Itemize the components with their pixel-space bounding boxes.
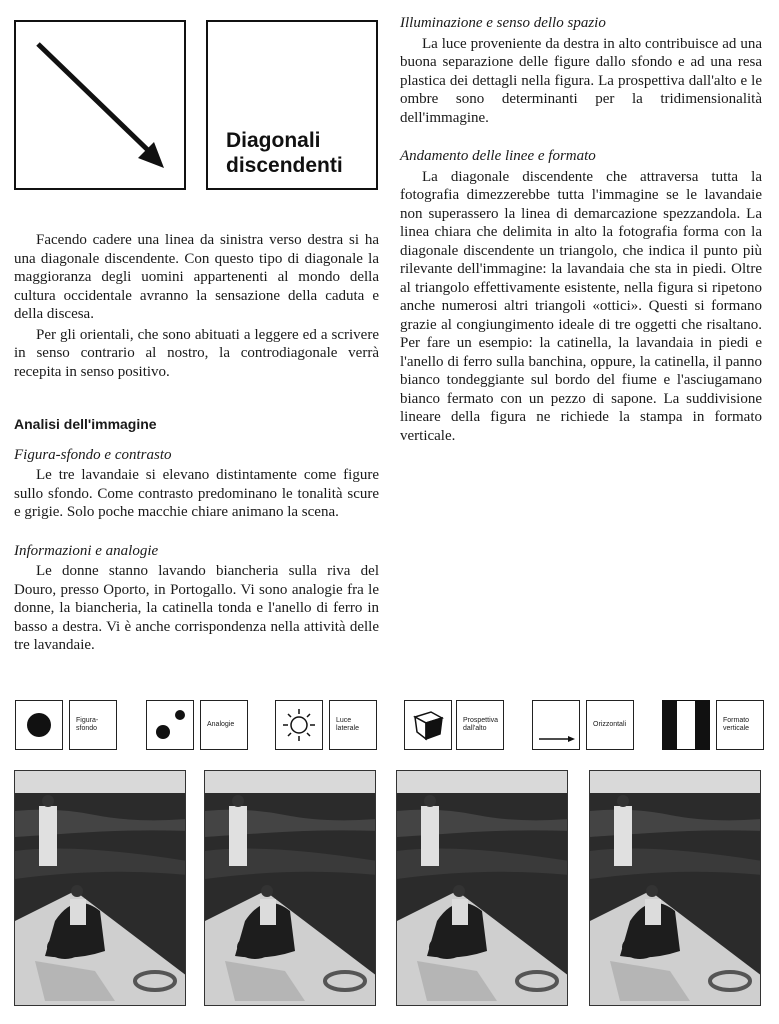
photo-image [590,771,761,1006]
subsection-title-lighting: Illuminazione e senso dello spazio [400,15,606,31]
photo-image [15,771,186,1006]
photo-image [205,771,376,1006]
title-line-1: Diagonali [226,129,321,152]
diagonal-arrow-box [14,20,186,190]
legend-label-vertical-format: Formato verticale [716,700,764,750]
subsection-text-lines: La diagonale discendente che attraversa tutta la fotografia dimezzerebbe tutta l'immagine se le lavandaie non superassero la linea di demarcazione spezzandola. La linea chiara che delimita in alto la fotografia forma con la diagonale discendente un triangolo, che indica il punto più rilevante dell'immagine: la lavandaia che sta in piedi. Oltre al triangolo effettivamente esistente, nella figura si ripetono anche numerosi altri triangoli «ottici». Questi si formano grazie al congiungimento ideale di tre oggetti che risaltano. Per fare un esempio: la catinella, la lavandaia in piedi e l'anello di ferro sulla banchina, oppure, la catinella, il panno bianco tondeggiante sul bordo del fiume e l'asciugamano bianco fermato con un pezzo di sapone. La suddivisione lineare della figura ne richiede la stampa in formato verticale. [400,168,762,444]
photo-washerwomen-2 [204,770,376,1006]
vertical-format-icon [662,700,710,750]
cube-icon [404,700,452,750]
photo-washerwomen-3 [396,770,568,1006]
intro-paragraph-2: Per gli orientali, che sono abituati a leggere ed a scrivere in senso contrario al nostro, la controdiagonale verrà recepita in senso positivo. [14,326,379,380]
figure-ground-icon [15,700,63,750]
intro-paragraph-1: Facendo cadere una linea da sinistra verso destra si ha una diagonale discendente. Con questo tipo di diagonale la maggioranza degli uomini appartenenti al mondo della cultura occidentale avranno la sensazione della caduta e della discesa. [14,232,379,322]
icon-legend-row [0,700,779,752]
subsection-text-analogies: Le donne stanno lavando biancheria sulla riva del Douro, presso Oporto, in Portogallo. Vi sono analogie fra le donne, la biancheria, la catinella tonda e l'anello di ferro in basso a destra. Vi è anche corrispondenza nella attività delle tre lavandaie. [14,563,379,653]
subsection-title-figure-ground: Figura-sfondo e contrasto [14,446,172,463]
title-line-2: discendenti [226,154,343,177]
photo-washerwomen-4 [589,770,761,1006]
descending-arrow-icon [16,22,184,188]
sun-icon [275,700,323,750]
subsection-title-lines: Andamento delle linee e formato [400,148,596,164]
subsection-title-analogies: Informazioni e analogie [14,542,159,559]
legend-label-perspective: Prospettiva dall'alto [456,700,504,750]
legend-label-figure-ground: Figura- sfondo [69,700,117,750]
horizontal-arrow-icon [532,700,580,750]
photo-image [397,771,568,1006]
subsection-text-figure-ground: Le tre lavandaie si elevano distintamente come figure sullo sfondo. Come contrasto predominano le tonalità scure e grigie. Solo poche macchie chiare animano la scena. [14,467,379,520]
legend-label-analogies: Analogie [200,700,248,750]
legend-label-lighting: Luce laterale [329,700,377,750]
title-box [206,20,378,190]
right-column [400,14,762,445]
legend-label-horizontals: Orizzontali [586,700,634,750]
left-column [14,231,379,655]
subsection-text-lighting: La luce proveniente da destra in alto contribuisce ad una buona separazione delle figure dallo sfondo e ad una resa plastica dei dettagli nella figura. La prospettiva dall'alto e le ombre sono determinanti per la tridimensionalità dell'immagine. [400,35,762,126]
page-title [226,128,343,178]
photo-washerwomen-1 [14,770,186,1006]
analogies-icon [146,700,194,750]
section-title: Analisi dell'immagine [14,416,157,432]
